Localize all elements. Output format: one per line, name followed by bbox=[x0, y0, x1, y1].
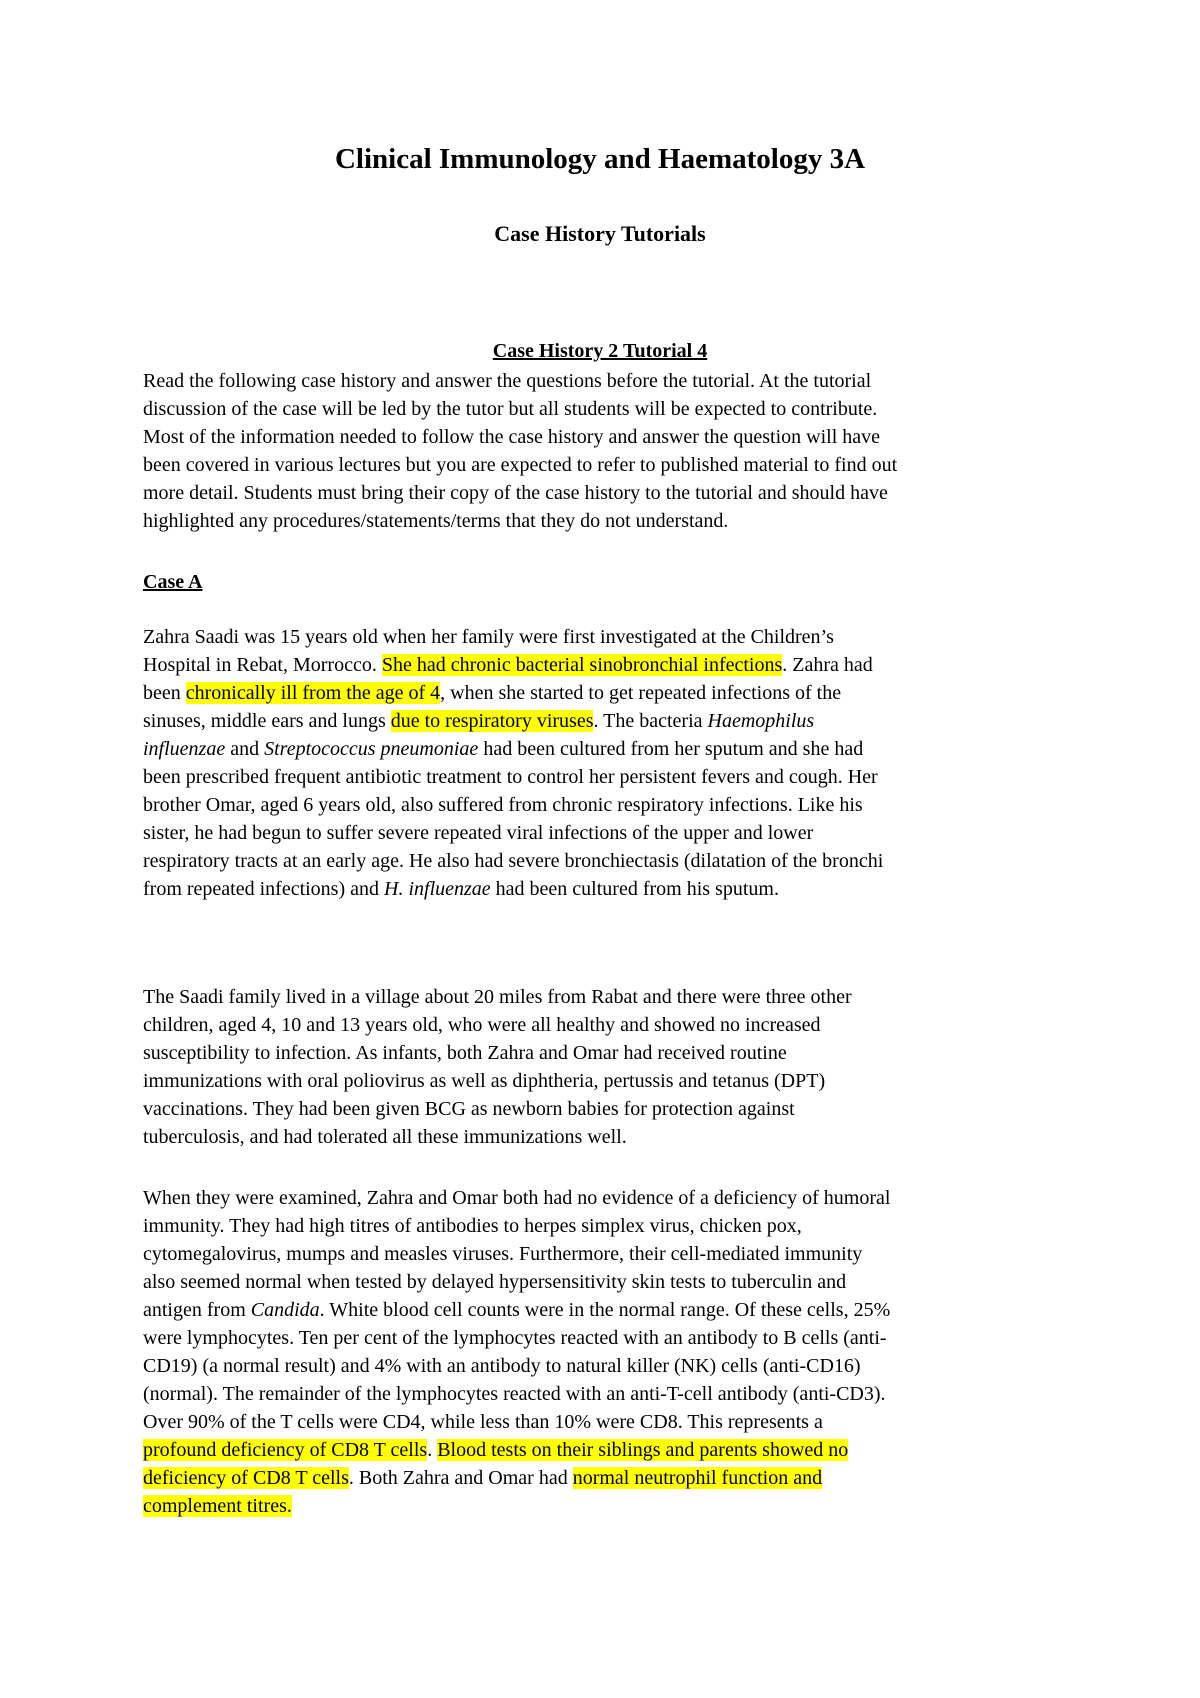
text-run: . White blood cell counts were in the normal range. Of these cells, 25% bbox=[319, 1299, 891, 1321]
text-line: immunity. They had high titres of antibodies to herpes simplex virus, chicken pox, bbox=[143, 1215, 802, 1237]
text-line bbox=[143, 1464, 1073, 1492]
text-line bbox=[143, 1436, 1073, 1464]
intro-line: more detail. Students must bring their copy of the case history to the tutorial and should have bbox=[143, 482, 888, 504]
text-line bbox=[143, 707, 1073, 735]
text-line bbox=[143, 735, 1073, 763]
text-run: . Zahra had bbox=[782, 654, 873, 676]
document-title: Clinical Immunology and Haematology 3A bbox=[334, 143, 866, 175]
text-run: Hospital in Rebat, Morrocco. bbox=[143, 654, 382, 676]
italic-text: Haemophilus bbox=[707, 710, 815, 732]
document-subtitle: Case History Tutorials bbox=[494, 221, 706, 246]
text-line: Over 90% of the T cells were CD4, while less than 10% were CD8. This represents a bbox=[143, 1411, 823, 1433]
text-line bbox=[143, 1492, 1073, 1520]
text-run: and bbox=[225, 738, 265, 760]
intro-line: Most of the information needed to follow the case history and answer the question will have bbox=[143, 426, 881, 448]
highlighted-text: chronically ill from the age of 4 bbox=[185, 682, 441, 704]
intro-paragraph bbox=[143, 367, 1073, 535]
text-line: children, aged 4, 10 and 13 years old, who were all healthy and showed no increased bbox=[143, 1014, 821, 1036]
text-line: Zahra Saadi was 15 years old when her family were first investigated at the Children’s bbox=[143, 626, 834, 648]
text-line: brother Omar, aged 6 years old, also suffered from chronic respiratory infections. Like his bbox=[143, 794, 863, 816]
case-paragraph-3 bbox=[143, 1184, 1073, 1520]
intro-line: discussion of the case will be led by the tutor but all students will be expected to contribute. bbox=[143, 398, 878, 420]
highlighted-text: Blood tests on their siblings and parents showed no bbox=[437, 1439, 849, 1461]
text-line: also seemed normal when tested by delayed hypersensitivity skin tests to tuberculin and bbox=[143, 1271, 847, 1293]
intro-line: Read the following case history and answer the questions before the tutorial. At the tutorial bbox=[143, 370, 872, 392]
case-paragraph-1 bbox=[143, 623, 1073, 903]
text-line: When they were examined, Zahra and Omar both had no evidence of a deficiency of humoral bbox=[143, 1187, 891, 1209]
text-line: immunizations with oral poliovirus as well as diphtheria, pertussis and tetanus (DPT) bbox=[143, 1070, 826, 1092]
text-run: had been cultured from her sputum and she had bbox=[478, 738, 864, 760]
intro-line: highlighted any procedures/statements/terms that they do not understand. bbox=[143, 510, 729, 532]
highlighted-text: complement titres. bbox=[143, 1495, 292, 1517]
text-run: . Both Zahra and Omar had bbox=[348, 1467, 573, 1489]
highlighted-text: normal neutrophil function and bbox=[572, 1467, 823, 1489]
text-line: tuberculosis, and had tolerated all these immunizations well. bbox=[143, 1126, 627, 1148]
text-line: cytomegalovirus, mumps and measles viruses. Furthermore, their cell-mediated immunity bbox=[143, 1243, 863, 1265]
italic-text: H. influenzae bbox=[384, 878, 491, 900]
text-line: The Saadi family lived in a village about 20 miles from Rabat and there were three other bbox=[143, 986, 852, 1008]
case-heading: Case A bbox=[143, 571, 203, 593]
text-run: antigen from bbox=[143, 1299, 251, 1321]
text-run: had been cultured from his sputum. bbox=[490, 878, 779, 900]
italic-text: influenzae bbox=[143, 738, 226, 760]
text-line bbox=[143, 651, 1073, 679]
text-line: (normal). The remainder of the lymphocytes reacted with an anti-T-cell antibody (anti-CD3). bbox=[143, 1383, 886, 1405]
text-line: were lymphocytes. Ten per cent of the lymphocytes reacted with an antibody to B cells (anti- bbox=[143, 1327, 887, 1349]
text-line: CD19) (a normal result) and 4% with an antibody to natural killer (NK) cells (anti-CD16) bbox=[143, 1355, 861, 1377]
text-line: been prescribed frequent antibiotic treatment to control her persistent fevers and cough. Her bbox=[143, 766, 878, 788]
text-run: sinuses, middle ears and lungs bbox=[143, 710, 391, 732]
text-line bbox=[143, 679, 1073, 707]
highlighted-text: deficiency of CD8 T cells bbox=[143, 1467, 349, 1489]
text-run: . bbox=[427, 1439, 438, 1461]
highlighted-text: due to respiratory viruses bbox=[390, 710, 594, 732]
text-line bbox=[143, 875, 1073, 903]
text-run: , when she started to get repeated infections of the bbox=[440, 682, 842, 704]
text-run: been bbox=[143, 682, 186, 704]
highlighted-text: She had chronic bacterial sinobronchial infections bbox=[381, 654, 783, 676]
italic-text: Streptococcus pneumoniae bbox=[264, 738, 479, 760]
text-line bbox=[143, 1296, 1073, 1324]
case-paragraph-2 bbox=[143, 983, 1073, 1151]
text-line: sister, he had begun to suffer severe repeated viral infections of the upper and lower bbox=[143, 822, 814, 844]
section-heading: Case History 2 Tutorial 4 bbox=[492, 340, 708, 362]
text-run: from repeated infections) and bbox=[143, 878, 385, 900]
text-line: vaccinations. They had been given BCG as newborn babies for protection against bbox=[143, 1098, 795, 1120]
text-line: susceptibility to infection. As infants, both Zahra and Omar had received routine bbox=[143, 1042, 787, 1064]
italic-text: Candida bbox=[250, 1299, 320, 1321]
text-line: respiratory tracts at an early age. He also had severe bronchiectasis (dilatation of the bronchi bbox=[143, 850, 884, 872]
highlighted-text: profound deficiency of CD8 T cells bbox=[143, 1439, 428, 1461]
text-run: . The bacteria bbox=[593, 710, 708, 732]
intro-line: been covered in various lectures but you are expected to refer to published material to find out bbox=[143, 454, 898, 476]
